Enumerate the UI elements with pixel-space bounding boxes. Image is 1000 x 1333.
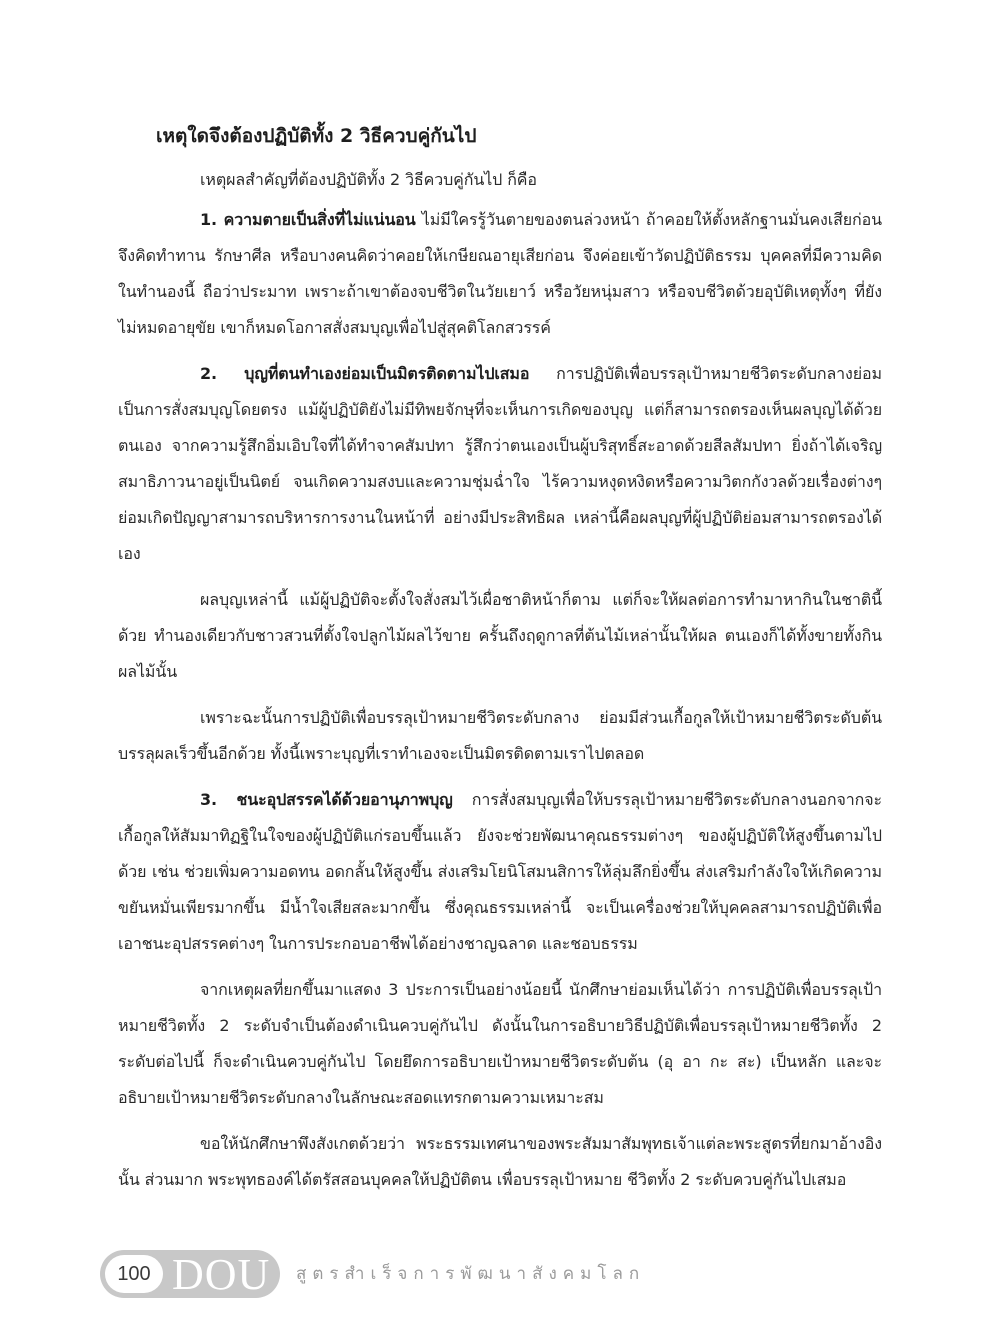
intro-paragraph: เหตุผลสำคัญที่ต้องปฏิบัติทั้ง 2 วิธีควบคู่กันไป ก็คือ bbox=[200, 170, 537, 189]
body-content bbox=[118, 118, 882, 1208]
point-1-lead: 1. ความตายเป็นสิ่งที่ไม่แน่นอน bbox=[200, 210, 416, 229]
point-3-lead: 3. ชนะอุปสรรคได้ด้วยอานุภาพบุญ bbox=[200, 790, 453, 809]
therefore-paragraph: เพราะฉะนั้นการปฏิบัติเพื่อบรรลุเป้าหมายชีวิตระดับกลาง ย่อมมีส่วนเกื้อกูลให้เป้าหมายชีวิตระดับต้นบรรลุผลเร็วขึ้นอีกด้วย ทั้งนี้เพราะบุญที่เราทำเองจะเป็นมิตรติดตามเราไปตลอด bbox=[118, 708, 882, 763]
point-2-lead: 2. บุญที่ตนทำเองย่อมเป็นมิตรติดตามไปเสมอ bbox=[200, 364, 530, 383]
conclusion-paragraph: จากเหตุผลที่ยกขึ้นมาแสดง 3 ประการเป็นอย่างน้อยนี้ นักศึกษาย่อมเห็นได้ว่า การปฏิบัติเพื่อบรรลุเป้าหมายชีวิตทั้ง 2 ระดับจำเป็นต้องดำเนินควบคู่กันไป ดังนั้นในการอธิบายวิธีปฏิบัติเพื่อบรรลุเป้าหมายชีวิตทั้ง 2 ระดับต่อไปนี้ ก็จะดำเนินควบคู่กันไป โดยยึดการอธิบายเป้าหมายชีวิตระดับต้น (อุ อา กะ สะ) เป็นหลัก และจะอธิบายเป้าหมายชีวิตระดับกลางในลักษณะสอดแทรกตามความเหมาะสม bbox=[118, 980, 882, 1107]
running-title: สูตรสำเร็จการพัฒนาสังคมโลก bbox=[296, 1264, 646, 1284]
point-3-paragraph bbox=[118, 782, 882, 962]
page-number: 100 bbox=[105, 1255, 163, 1293]
fruit-paragraph: ผลบุญเหล่านี้ แม้ผู้ปฏิบัติจะตั้งใจสั่งสมไว้เผื่อชาติหน้าก็ตาม แต่ก็จะให้ผลต่อการทำมาหากินในชาตินี้ด้วย ทำนองเดียวกับชาวสวนที่ตั้งใจปลูกไม้ผลไว้ขาย ครั้นถึงฤดูกาลที่ต้นไม้เหล่านั้นให้ผล ตนเองก็ได้ทั้งขายทั้งกินผลไม้นั้น bbox=[118, 590, 882, 681]
point-3-text: การสั่งสมบุญเพื่อให้บรรลุเป้าหมายชีวิตระดับกลางนอกจากจะเกื้อกูลให้สัมมาทิฏฐิในใจของผู้ปฏิบัติแก่รอบขึ้นแล้ว ยังจะช่วยพัฒนาคุณธรรมต่างๆ ของผู้ปฏิบัติให้สูงขึ้นตามไปด้วย เช่น ช่วยเพิ่มความอดทน อดกลั้นให้สูงขึ้น ส่งเสริมโยนิโสมนสิการให้ลุ่มลึกยิ่งขึ้น ส่งเสริมกำลังใจให้เกิดความขยันหมั่นเพียรมากขึ้น มีน้ำใจเสียสละมากขึ้น ซึ่งคุณธรรมเหล่านี้ จะเป็นเครื่องช่วยให้บุคคลสามารถปฏิบัติเพื่อเอาชนะอุปสรรคต่างๆ ในการประกอบอาชีพได้อย่างชาญฉลาด และชอบธรรม bbox=[118, 790, 882, 953]
note-paragraph: ขอให้นักศึกษาพึงสังเกตด้วยว่า พระธรรมเทศนาของพระสัมมาสัมพุทธเจ้าแต่ละพระสูตรที่ยกมาอ้างอิงนั้น ส่วนมาก พระพุทธองค์ได้ตรัสสอนบุคคลให้ปฏิบัติตน เพื่อบรรลุเป้าหมาย ชีวิตทั้ง 2 ระดับควบคู่กันไปเสมอ bbox=[118, 1134, 882, 1189]
footer-badge bbox=[100, 1250, 280, 1298]
section-heading: เหตุใดจึงต้องปฏิบัติทั้ง 2 วิธีควบคู่กันไป bbox=[156, 125, 477, 147]
point-1-paragraph bbox=[118, 202, 882, 346]
dou-logo: DOU bbox=[172, 1250, 271, 1299]
page-footer bbox=[100, 1250, 800, 1298]
point-2-text: การปฏิบัติเพื่อบรรลุเป้าหมายชีวิตระดับกลางย่อมเป็นการสั่งสมบุญโดยตรง แม้ผู้ปฏิบัติยังไม่มีทิพยจักษุที่จะเห็นการเกิดของบุญ แต่ก็สามารถตรองเห็นผลบุญได้ด้วยตนเอง จากความรู้สึกอิ่มเอิบใจที่ได้ทำจาคสัมปทา รู้สึกว่าตนเองเป็นผู้บริสุทธิ์สะอาดด้วยสีลสัมปทา ยิ่งถ้าได้เจริญสมาธิภาวนาอยู่เป็นนิตย์ จนเกิดความสงบและความชุ่มฉ่ำใจ ไร้ความหงุดหงิดหรือความวิตกกังวลด้วยเรื่องต่างๆ ย่อมเกิดปัญญาสามารถบริหารการงานในหน้าที่ อย่างมีประสิทธิผล เหล่านี้คือผลบุญที่ผู้ปฏิบัติย่อมสามารถตรองได้เอง bbox=[118, 364, 883, 563]
point-1-text: ไม่มีใครรู้วันตายของตนล่วงหน้า ถ้าคอยให้ตั้งหลักฐานมั่นคงเสียก่อน จึงคิดทำทาน รักษาศีล หรือบางคนคิดว่าคอยให้เกษียณอายุเสียก่อน จึงค่อยเข้าวัดปฏิบัติธรรม บุคคลที่มีความคิดในทำนองนี้ ถือว่าประมาท เพราะถ้าเขาต้องจบชีวิตในวัยเยาว์ หรือวัยหนุ่มสาว หรือจบชีวิตด้วยอุบัติเหตุทั้งๆ ที่ยังไม่หมดอายุขัย เขาก็หมดโอกาสสั่งสมบุญเพื่อไปสู่สุคติโลกสวรรค์ bbox=[118, 210, 882, 337]
point-2-paragraph bbox=[118, 356, 882, 572]
